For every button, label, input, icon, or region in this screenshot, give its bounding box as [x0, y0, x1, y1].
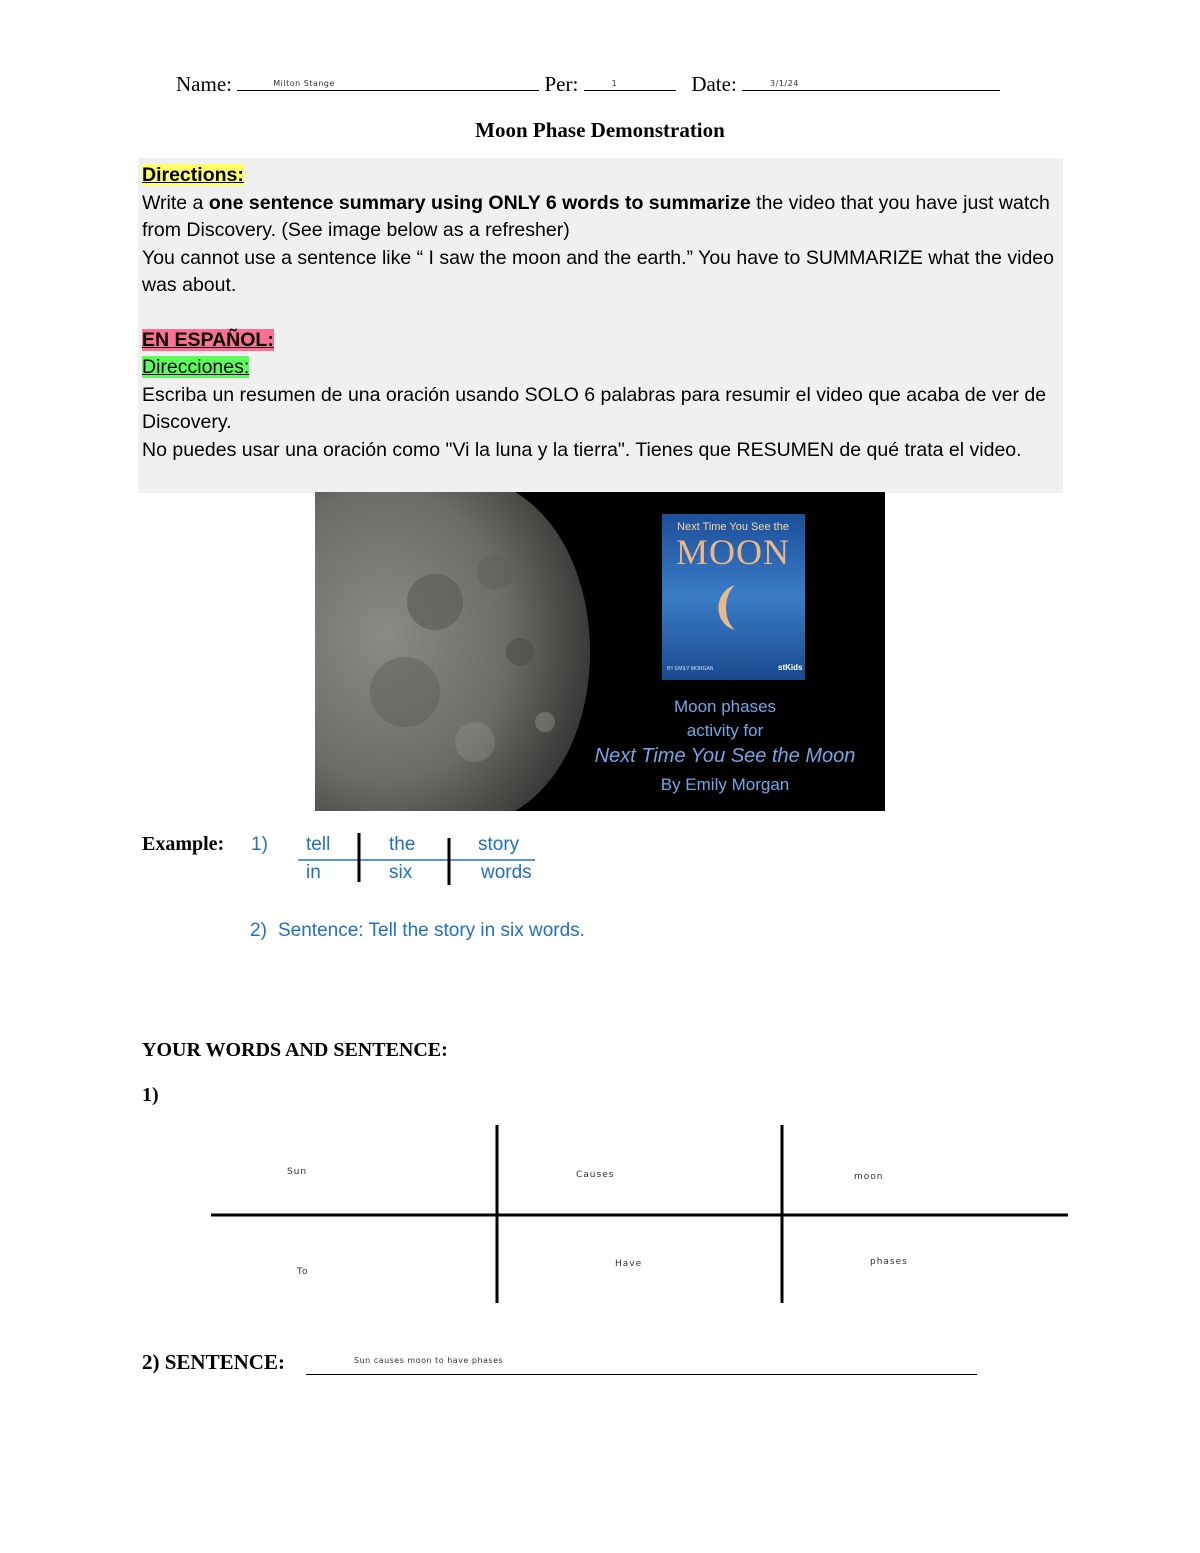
directions-heading: Directions:: [142, 164, 244, 186]
example-word: words: [481, 862, 532, 883]
directions-paragraph-4: No puedes usar una oración como "Vi la luna y la tierra". Tienes que RESUMEN de qué trata el video.: [142, 438, 1022, 461]
caption-line-4: By Emily Morgan: [660, 775, 790, 794]
answer-word[interactable]: To: [297, 1267, 309, 1277]
sentence-label: 2) SENTENCE:: [142, 1350, 285, 1374]
example-word: six: [389, 862, 413, 883]
directions-paragraph-1: Write a one sentence summary using ONLY 6 words to summarize the video that you have just watch from Discovery. (See image below as a refresher): [142, 191, 1050, 241]
per-label: Per:: [544, 72, 579, 96]
answer-word[interactable]: moon: [854, 1172, 884, 1182]
example-grid-lines: [290, 830, 550, 890]
sentence-value: Sun causes moon to have phases: [354, 1356, 504, 1365]
book-publisher: stKids: [778, 663, 803, 672]
spanish-heading: EN ESPAÑOL:: [142, 328, 274, 351]
moon-crater: [370, 657, 440, 727]
date-label: Date:: [691, 72, 737, 96]
answer-word[interactable]: phases: [870, 1257, 908, 1267]
directions-paragraph-3: Escriba un resumen de una oración usando SOLO 6 palabras para resumir el video que acaba de ver de Discovery.: [142, 383, 1047, 433]
example-word: the: [389, 834, 416, 855]
example-label: Example:: [142, 833, 225, 855]
moon-crater: [477, 554, 513, 590]
example-word: tell: [306, 834, 331, 855]
name-field[interactable]: [237, 72, 539, 91]
your-words-heading: YOUR WORDS AND SENTENCE:: [142, 1039, 448, 1061]
moon-crater: [407, 574, 463, 630]
example-sentence: Sentence: Tell the story in six words.: [278, 920, 585, 941]
spanish-subheading: Direcciones:: [142, 356, 250, 378]
book-author-small: BY EMILY MORGAN: [667, 666, 714, 672]
moon-shape: [315, 492, 590, 811]
answer-word[interactable]: Have: [615, 1259, 643, 1269]
moon-crater: [535, 712, 555, 732]
book-title-big: MOON: [675, 532, 791, 572]
header-line: [176, 72, 1000, 97]
moon-video-image: [315, 492, 885, 811]
answer-word[interactable]: Sun: [287, 1167, 308, 1177]
your-words-num-1: 1): [142, 1084, 159, 1106]
caption-line-3: Next Time You See the Moon: [594, 745, 856, 767]
name-value: Milton Stange: [273, 79, 335, 88]
date-value: 3/1/24: [770, 79, 799, 88]
example-num-2: 2): [250, 920, 267, 941]
name-label: Name:: [176, 72, 232, 96]
directions-text: [142, 162, 1060, 464]
date-field[interactable]: [742, 72, 1000, 91]
directions-paragraph-2: You cannot use a sentence like “ I saw the moon and the earth.” You have to SUMMARIZE what the video was about.: [142, 246, 1054, 296]
per-field[interactable]: [584, 72, 676, 91]
example-word: story: [478, 834, 520, 855]
example-num-1: 1): [251, 834, 268, 855]
sentence-field[interactable]: [306, 1354, 977, 1375]
per-value: 1: [611, 79, 618, 88]
answer-word[interactable]: Causes: [576, 1170, 615, 1180]
page-title: Moon Phase Demonstration: [475, 118, 725, 142]
book-title-top: Next Time You See the: [677, 521, 789, 533]
your-words-grid: [200, 1115, 1080, 1315]
moon-crater: [455, 722, 495, 762]
moon-image-svg: [315, 492, 885, 811]
caption-line-2: activity for: [686, 721, 764, 740]
moon-crater: [506, 638, 534, 666]
example-word: in: [306, 862, 321, 883]
caption-line-1: Moon phases: [673, 697, 777, 716]
